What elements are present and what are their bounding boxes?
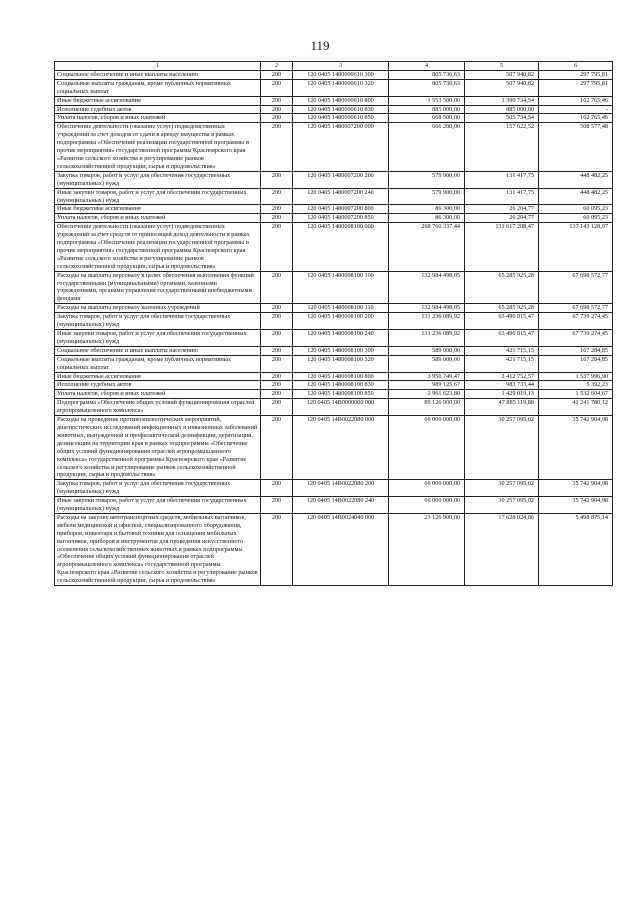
row-name: Закупка товаров, работ и услуг для обеспечения государственных (муниципальных) нужд xyxy=(55,313,261,330)
row-name: Уплата налогов, сборов и иных платежей xyxy=(55,114,261,123)
row-amount-unexecuted: 508 577,48 xyxy=(539,123,613,171)
table-row xyxy=(55,79,613,96)
row-amount-executed: 983 733,44 xyxy=(465,381,539,390)
row-name: Иные бюджетные ассигнования xyxy=(55,205,261,214)
row-amount-unexecuted: 67 739 274,45 xyxy=(539,313,613,330)
table-row xyxy=(55,214,613,223)
row-classification-code: 120 0405 1480008100 850 xyxy=(293,390,389,399)
row-amount-approved: 589 000,00 xyxy=(389,355,465,372)
budget-table xyxy=(54,61,613,586)
row-amount-executed: 63 496 815,47 xyxy=(465,330,539,347)
row-name: Расходы на выплаты персоналу в целях обеспечения выполнения функций государственными (муниципальными) органами, казенными учреждениями, органами управления государственными внебюджетными фондами xyxy=(55,271,261,304)
row-classification-code: 120 0405 14В0022080 200 xyxy=(293,480,389,497)
table-row xyxy=(55,330,613,347)
row-classification-code: 120 0405 1480000610 850 xyxy=(293,114,389,123)
row-classification-code: 120 0405 1480008100 800 xyxy=(293,372,389,381)
row-amount-unexecuted: 67 698 572,77 xyxy=(539,271,613,304)
table-row xyxy=(55,188,613,205)
row-admin-code: 200 xyxy=(261,313,293,330)
table-row xyxy=(55,123,613,171)
row-name: Иные закупки товаров, работ и услуг для обеспечения государственных (муниципальных) нужд xyxy=(55,188,261,205)
row-amount-approved: 66 000 000,00 xyxy=(389,497,465,514)
table-row xyxy=(55,105,613,114)
row-amount-approved: 66 000 000,00 xyxy=(389,480,465,497)
row-classification-code: 120 0405 1480007200 200 xyxy=(293,171,389,188)
row-admin-code: 200 xyxy=(261,304,293,313)
row-admin-code: 200 xyxy=(261,105,293,114)
row-amount-unexecuted: 162 765,46 xyxy=(539,96,613,105)
table-row xyxy=(55,223,613,271)
row-admin-code: 200 xyxy=(261,171,293,188)
row-name: Уплата налогов, сборов и иных платежей xyxy=(55,214,261,223)
table-row xyxy=(55,372,613,381)
row-amount-executed: 26 204,77 xyxy=(465,214,539,223)
row-amount-executed: 507 940,82 xyxy=(465,79,539,96)
row-amount-unexecuted: - xyxy=(539,105,613,114)
row-name: Исполнение судебных актов xyxy=(55,381,261,390)
row-classification-code: 120 0405 1480000610 800 xyxy=(293,96,389,105)
table-row xyxy=(55,390,613,399)
row-amount-executed: 26 204,77 xyxy=(465,205,539,214)
table-row xyxy=(55,497,613,514)
row-amount-unexecuted: 162 765,46 xyxy=(539,114,613,123)
row-amount-approved: 131 236 089,92 xyxy=(389,313,465,330)
row-amount-unexecuted: 5 392,23 xyxy=(539,381,613,390)
row-amount-executed: 505 734,54 xyxy=(465,114,539,123)
table-row xyxy=(55,346,613,355)
row-amount-executed: 30 257 095,02 xyxy=(465,416,539,480)
row-classification-code: 120 0405 1480000610 830 xyxy=(293,105,389,114)
header-cell: 5 xyxy=(465,62,539,71)
row-classification-code: 120 0405 1480007200 000 xyxy=(293,123,389,171)
row-amount-executed: 65 285 925,28 xyxy=(465,271,539,304)
row-amount-unexecuted: 297 795,81 xyxy=(539,79,613,96)
row-amount-approved: 66 000 000,00 xyxy=(389,416,465,480)
row-amount-unexecuted: 137 143 128,97 xyxy=(539,223,613,271)
row-classification-code: 120 0405 1480000610 300 xyxy=(293,70,389,79)
row-amount-unexecuted: 67 739 274,45 xyxy=(539,330,613,347)
row-amount-unexecuted: 448 482,25 xyxy=(539,171,613,188)
row-name: Обеспечение деятельности (оказание услуг) подведомственных учреждений за счет доходов от сдачи в аренду имущества в рамках подпрограммы «Обеспечение реализации государственной программы и прочие мероприятия» государственной программы Красноярского края «Развитие сельского хозяйства и регулирование рынков сельскохозяйственной продукции, сырья и продовольствия» xyxy=(55,123,261,171)
row-amount-unexecuted: 60 095,23 xyxy=(539,205,613,214)
row-classification-code: 120 0405 1480000610 320 xyxy=(293,79,389,96)
row-name: Закупка товаров, работ и услуг для обеспечения государственных (муниципальных) нужд xyxy=(55,171,261,188)
table-row xyxy=(55,313,613,330)
row-name: Расходы на закупку автотранспортных средств, мобильных вагончиков, мебели медицинской и офисной, специализированного оборудования, приборов, инвентаря и бытовой техники для оснащения мобильных вагончиков, приборов и инструментов для проведения искусственного осеменения сельскохозяйственных животных в рамках подпрограммы «Обеспечение общих условий функционирования отраслей агропромышленного комплекса» государственной программы Красноярского края «Развитие сельского хозяйства и регулирование рынков сельскохозяйственной продукции, сырья и продовольствия» xyxy=(55,513,261,585)
row-amount-executed: 885 000,00 xyxy=(465,105,539,114)
row-amount-unexecuted: 1 537 996,90 xyxy=(539,372,613,381)
table-row xyxy=(55,171,613,188)
row-admin-code: 200 xyxy=(261,96,293,105)
row-amount-executed: 63 496 815,47 xyxy=(465,313,539,330)
header-cell: 2 xyxy=(261,62,293,71)
table-row xyxy=(55,399,613,416)
row-amount-executed: 2 412 752,57 xyxy=(465,372,539,381)
row-amount-executed: 17 628 024,86 xyxy=(465,513,539,585)
row-classification-code: 120 0405 1480007200 800 xyxy=(293,205,389,214)
row-amount-executed: 421 715,15 xyxy=(465,355,539,372)
row-classification-code: 120 0405 1480007200 240 xyxy=(293,188,389,205)
table-row xyxy=(55,205,613,214)
row-admin-code: 200 xyxy=(261,480,293,497)
row-name: Исполнение судебных актов xyxy=(55,105,261,114)
row-classification-code: 120 0405 1480008100 240 xyxy=(293,330,389,347)
row-amount-approved: 132 984 498,05 xyxy=(389,271,465,304)
row-amount-approved: 805 736,63 xyxy=(389,79,465,96)
row-amount-unexecuted: 448 482,25 xyxy=(539,188,613,205)
row-admin-code: 200 xyxy=(261,271,293,304)
table-row xyxy=(55,355,613,372)
row-amount-unexecuted: 167 284,85 xyxy=(539,346,613,355)
row-amount-executed: 47 885 119,88 xyxy=(465,399,539,416)
row-name: Уплата налогов, сборов и иных платежей xyxy=(55,390,261,399)
row-name: Иные бюджетные ассигнования xyxy=(55,96,261,105)
row-name: Подпрограмма «Обеспечение общих условий функционирования отраслей агропромышленного комплекса» xyxy=(55,399,261,416)
row-admin-code: 200 xyxy=(261,214,293,223)
row-amount-approved: 989 125,67 xyxy=(389,381,465,390)
row-admin-code: 200 xyxy=(261,123,293,171)
table-row xyxy=(55,70,613,79)
row-name: Социальные выплаты гражданам, кроме публичных нормативных социальных выплат xyxy=(55,79,261,96)
table-row xyxy=(55,114,613,123)
row-amount-unexecuted: 5 498 875,14 xyxy=(539,513,613,585)
row-amount-approved: 885 000,00 xyxy=(389,105,465,114)
row-classification-code: 120 0405 1480008100 200 xyxy=(293,313,389,330)
table-row xyxy=(55,96,613,105)
row-admin-code: 200 xyxy=(261,205,293,214)
row-amount-unexecuted: 35 742 904,98 xyxy=(539,416,613,480)
row-admin-code: 200 xyxy=(261,416,293,480)
row-classification-code: 120 0405 14В0024040 000 xyxy=(293,513,389,585)
row-classification-code: 120 0405 1480008100 830 xyxy=(293,381,389,390)
row-name: Закупка товаров, работ и услуг для обеспечения государственных (муниципальных) нужд xyxy=(55,480,261,497)
row-admin-code: 200 xyxy=(261,346,293,355)
row-amount-approved: 579 900,00 xyxy=(389,188,465,205)
row-name: Иные бюджетные ассигнования xyxy=(55,372,261,381)
row-amount-approved: 579 900,00 xyxy=(389,171,465,188)
row-name: Социальное обеспечение и иные выплаты населению xyxy=(55,70,261,79)
table-row xyxy=(55,416,613,480)
row-amount-unexecuted: 35 742 904,98 xyxy=(539,480,613,497)
row-amount-executed: 131 417,75 xyxy=(465,188,539,205)
row-name: Расходы на выплаты персоналу казенных учреждений xyxy=(55,304,261,313)
table-row xyxy=(55,271,613,304)
row-name: Социальные выплаты гражданам, кроме публичных нормативных социальных выплат xyxy=(55,355,261,372)
row-amount-unexecuted: 35 742 904,98 xyxy=(539,497,613,514)
row-admin-code: 200 xyxy=(261,114,293,123)
row-amount-unexecuted: 1 532 604,67 xyxy=(539,390,613,399)
row-name: Социальное обеспечение и иные выплаты населению xyxy=(55,346,261,355)
header-cell: 4 xyxy=(389,62,465,71)
row-classification-code: 120 0405 1480008100 100 xyxy=(293,271,389,304)
row-classification-code: 120 0405 1480008100 320 xyxy=(293,355,389,372)
row-classification-code: 120 0405 14В0022080 000 xyxy=(293,416,389,480)
row-amount-approved: 86 300,00 xyxy=(389,205,465,214)
table-row xyxy=(55,480,613,497)
row-amount-unexecuted: 60 095,23 xyxy=(539,214,613,223)
row-admin-code: 200 xyxy=(261,223,293,271)
header-cell: 1 xyxy=(55,62,261,71)
row-classification-code: 120 0405 1480007200 850 xyxy=(293,214,389,223)
row-classification-code: 120 0405 14В0022080 240 xyxy=(293,497,389,514)
row-admin-code: 200 xyxy=(261,372,293,381)
row-admin-code: 200 xyxy=(261,513,293,585)
row-amount-approved: 805 736,63 xyxy=(389,70,465,79)
row-admin-code: 200 xyxy=(261,390,293,399)
row-amount-unexecuted: 167 284,85 xyxy=(539,355,613,372)
row-amount-approved: 23 126 900,00 xyxy=(389,513,465,585)
table-row xyxy=(55,513,613,585)
row-classification-code: 120 0405 1480008100 110 xyxy=(293,304,389,313)
header-cell: 6 xyxy=(539,62,613,71)
header-row xyxy=(55,62,613,71)
row-admin-code: 200 xyxy=(261,497,293,514)
row-name: Иные закупки товаров, работ и услуг для обеспечения государственных (муниципальных) нужд xyxy=(55,330,261,347)
page-number: 119 xyxy=(310,38,330,53)
row-amount-executed: 30 257 095,02 xyxy=(465,497,539,514)
row-amount-unexecuted: 297 795,81 xyxy=(539,70,613,79)
table-row xyxy=(55,381,613,390)
row-admin-code: 200 xyxy=(261,188,293,205)
row-amount-approved: 86 300,00 xyxy=(389,214,465,223)
header-cell: 3 xyxy=(293,62,389,71)
row-amount-approved: 589 000,00 xyxy=(389,346,465,355)
row-amount-approved: 89 126 900,00 xyxy=(389,399,465,416)
row-admin-code: 200 xyxy=(261,399,293,416)
row-amount-approved: 3 950 749,47 xyxy=(389,372,465,381)
row-amount-executed: 507 940,82 xyxy=(465,70,539,79)
row-amount-approved: 1 553 500,00 xyxy=(389,96,465,105)
row-amount-approved: 268 760 337,44 xyxy=(389,223,465,271)
row-amount-executed: 131 617 208,47 xyxy=(465,223,539,271)
row-admin-code: 200 xyxy=(261,70,293,79)
row-amount-approved: 668 500,00 xyxy=(389,114,465,123)
row-classification-code: 120 0405 14В0000000 000 xyxy=(293,399,389,416)
row-name: Расходы на проведение противоэпизоотических мероприятий, диагностических исследований инфекционных и инвазионных заболеваний животных, вынужденной и профилактической дезинфекции, дератизации, дезинсекции на территории края в рамках подпрограммы «Обеспечение общих условий функционирования отраслей агропромышленного комплекса» государственной программы Красноярского края «Развитие сельского хозяйства и регулирование рынков сельскохозяйственной продукции, сырья и продовольствия» xyxy=(55,416,261,480)
row-amount-unexecuted: 41 241 780,12 xyxy=(539,399,613,416)
row-name: Иные закупки товаров, работ и услуг для обеспечения государственных (муниципальных) нужд xyxy=(55,497,261,514)
row-amount-executed: 421 715,15 xyxy=(465,346,539,355)
row-admin-code: 200 xyxy=(261,79,293,96)
row-amount-approved: 131 236 089,92 xyxy=(389,330,465,347)
row-amount-approved: 2 961 623,80 xyxy=(389,390,465,399)
row-amount-executed: 65 285 925,28 xyxy=(465,304,539,313)
row-amount-executed: 131 417,75 xyxy=(465,171,539,188)
table-row xyxy=(55,304,613,313)
row-amount-executed: 157 622,52 xyxy=(465,123,539,171)
row-classification-code: 120 0405 1480008100 000 xyxy=(293,223,389,271)
row-amount-executed: 1 429 019,13 xyxy=(465,390,539,399)
row-admin-code: 200 xyxy=(261,381,293,390)
row-classification-code: 120 0405 1480008100 300 xyxy=(293,346,389,355)
row-amount-unexecuted: 67 698 572,77 xyxy=(539,304,613,313)
row-amount-executed: 1 390 734,54 xyxy=(465,96,539,105)
row-amount-executed: 30 257 095,02 xyxy=(465,480,539,497)
row-admin-code: 200 xyxy=(261,355,293,372)
row-amount-approved: 666 200,00 xyxy=(389,123,465,171)
row-admin-code: 200 xyxy=(261,330,293,347)
row-name: Обеспечение деятельности (оказание услуг) подведомственных учреждений за счет средств от приносящей доход деятельности в рамках подпрограммы «Обеспечение реализации государственной программы и прочие мероприятия» государственной программы Красноярского края «Развитие сельского хозяйства и регулирование рынков сельскохозяйственной продукции, сырья и продовольствия» xyxy=(55,223,261,271)
row-amount-approved: 132 984 498,05 xyxy=(389,304,465,313)
